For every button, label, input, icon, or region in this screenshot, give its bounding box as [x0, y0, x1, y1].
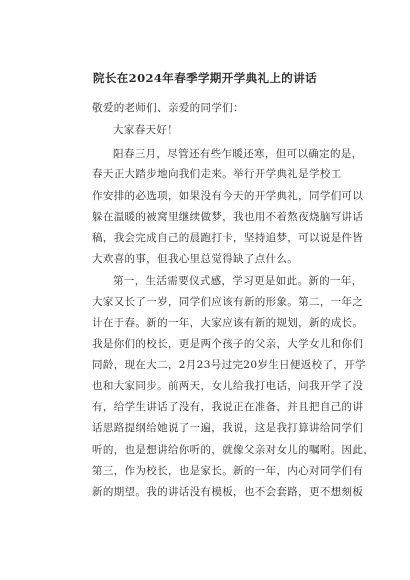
paragraph-line: 躲在温暖的被窝里继续做梦，我也用不着熬夜烧脑写讲话 [92, 211, 364, 223]
paragraph-line: 第三，作为校长，也是家长。新的一年，内心对同学们有 [92, 465, 364, 477]
paragraph-line: 大欢喜的事，但我心里总觉得缺了点什么。 [92, 253, 299, 265]
paragraph-line: 作安排的必选项，如果没有今天的开学典礼，同学们可以 [92, 190, 364, 202]
paragraph-line: 大家又长了一岁，同学们应该有新的形象。第二，一年之 [92, 296, 364, 308]
paragraph-line: 也和大家同步。前两天，女儿给我打电话，问我开学了没 [92, 380, 364, 392]
document-title: 院长在2024年春季学期开学典礼上的讲话 [92, 71, 317, 85]
paragraph-line: 春天正大踏步地向我们走来。举行开学典礼是学校工 [92, 168, 342, 180]
paragraph-line: 稿，我会完成自己的晨跑打卡，坚持追梦，可以说是件皆 [92, 232, 364, 244]
paragraph-line: 新的期望。我的讲话没有模板，也不会套路，更不想刻板 [92, 486, 364, 498]
paragraph-line: 计在于春。新的一年，大家应该有新的规划，新的成长。 [92, 317, 364, 329]
greeting-line: 大家春天好！ [113, 124, 179, 136]
paragraph-line: 有，给学生讲话了没有，我说正在准备，并且把自己的讲 [92, 401, 364, 413]
paragraph-line: 话思路提纲给她说了一遍，我说，这是我打算讲给同学们 [92, 422, 364, 434]
paragraph-line: 阳春三月，尽管还有些乍暖还寒，但可以确定的是， [113, 148, 363, 160]
salutation-line: 敬爱的老师们、亲爱的同学们： [92, 102, 244, 114]
paragraph-line: 同龄，现在大二，2月23号过完20岁生日便返校了，开学 [92, 359, 366, 371]
paragraph-line: 听的，也是想讲给你听的，就像父亲对女儿的嘱咐。因此， [92, 444, 375, 456]
paragraph-line: 我是你们的校长，更是两个孩子的父亲，大学女儿和你们 [92, 338, 364, 350]
paragraph-line: 第一，生活需要仪式感，学习更是如此。新的一年， [113, 275, 363, 287]
